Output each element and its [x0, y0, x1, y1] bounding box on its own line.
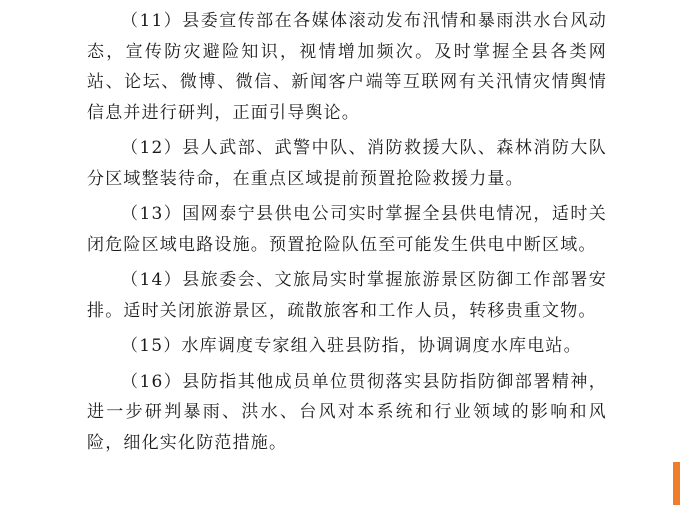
document-body [87, 6, 607, 463]
side-accent-strip [673, 462, 680, 505]
paragraph-12: （12）县人武部、武警中队、消防救援大队、森林消防大队分区域整装待命，在重点区域提前预置抢险救援力量。 [87, 138, 607, 189]
paragraph-14: （14）县旅委会、文旅局实时掌握旅游景区防御工作部署安排。适时关闭旅游景区，疏散旅客和工作人员，转移贵重文物。 [87, 270, 607, 321]
paragraph-15: （15）水库调度专家组入驻县防指，协调调度水库电站。 [121, 336, 582, 356]
paragraph-11: （11）县委宣传部在各媒体滚动发布汛情和暴雨洪水台风动态，宣传防灾避险知识，视情增加频次。及时掌握全县各类网站、论坛、微博、微信、新闻客户端等互联网有关汛情灾情舆情信息并进行研判，正面引导舆论。 [87, 11, 607, 123]
paragraph-16: （16）县防指其他成员单位贯彻落实县防指防御部署精神，进一步研判暴雨、洪水、台风对本系统和行业领域的影响和风险，细化实化防范措施。 [87, 371, 607, 453]
paragraph-13: （13）国网泰宁县供电公司实时掌握全县供电情况，适时关闭危险区域电路设施。预置抢险队伍至可能发生供电中断区域。 [87, 204, 607, 255]
